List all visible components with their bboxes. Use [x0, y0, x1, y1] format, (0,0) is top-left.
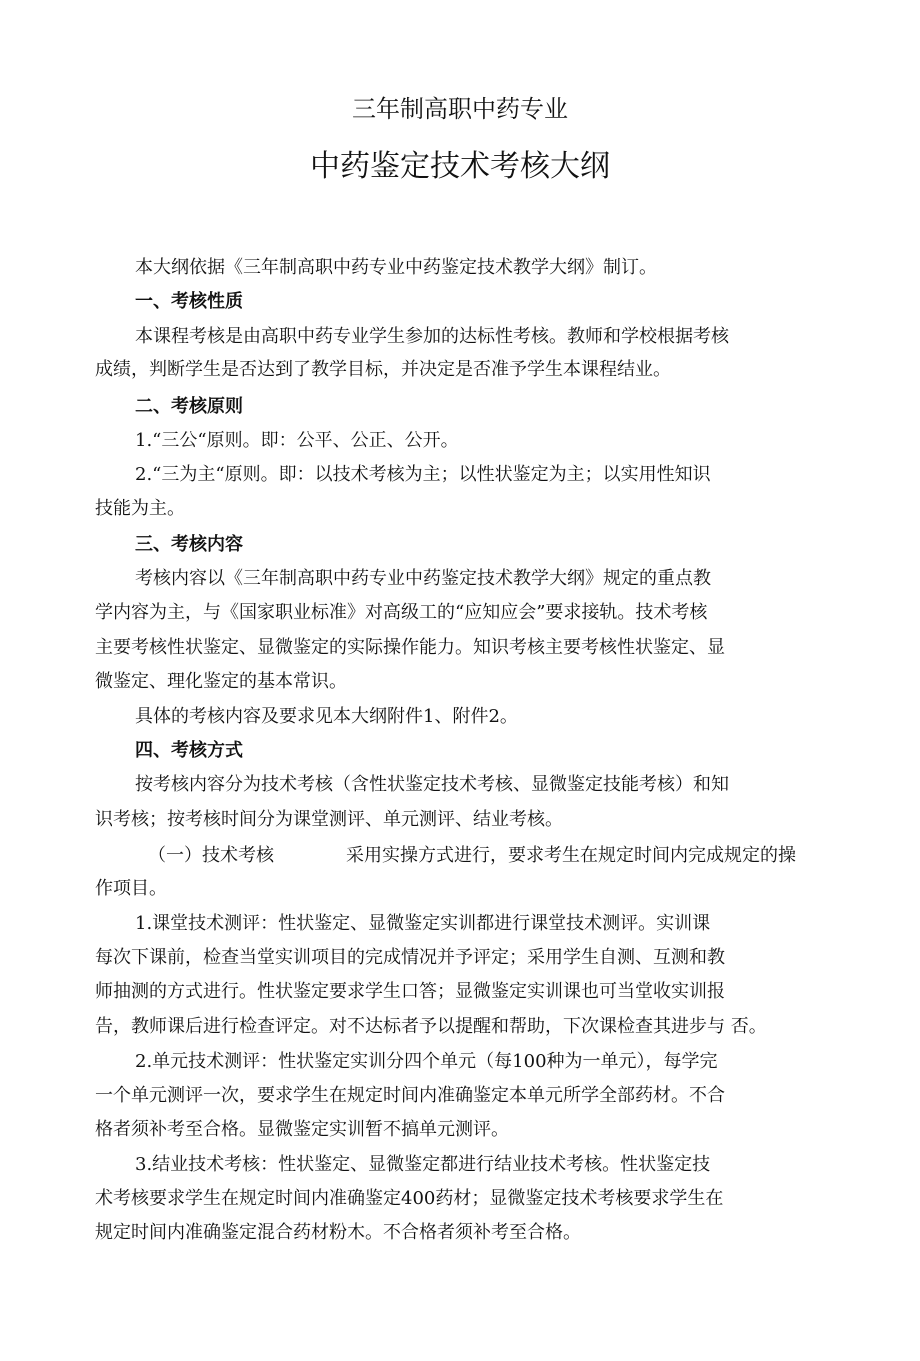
paragraph-line: 2.单元技术测评：性状鉴定实训分四个单元（每100种为一单元），每学完	[135, 1051, 718, 1072]
paragraph-line: 一个单元测评一次，要求学生在规定时间内准确鉴定本单元所学全部药材。不合	[95, 1085, 725, 1106]
paragraph-line: 具体的考核内容及要求见本大纲附件1、附件2。	[135, 706, 518, 727]
paragraph-line: 1.“三公“原则。即：公平、公正、公开。	[135, 430, 459, 451]
paragraph-line: 技能为主。	[95, 498, 185, 519]
paragraph-line: 师抽测的方式进行。性状鉴定要求学生口答；显微鉴定实训课也可当堂收实训报	[95, 981, 725, 1002]
paragraph-line: 规定时间内准确鉴定混合药材粉木。不合格者须补考至合格。	[95, 1222, 581, 1243]
section-heading-4: 四、考核方式	[135, 740, 243, 761]
paragraph-line: 2.“三为主“原则。即：以技术考核为主；以性状鉴定为主；以实用性知识	[135, 464, 711, 485]
paragraph-line: 按考核内容分为技术考核（含性状鉴定技术考核、显微鉴定技能考核）和知	[135, 774, 729, 795]
paragraph-line: 每次下课前，检查当堂实训项目的完成情况并予评定；采用学生自测、互测和教	[95, 947, 725, 968]
paragraph-line: 1.课堂技术测评：性状鉴定、显微鉴定实训都进行课堂技术测评。实训课	[135, 913, 711, 934]
document-title-line-2: 中药鉴定技术考核大纲	[310, 149, 610, 184]
paragraph-line: 学内容为主，与《国家职业标准》对高级工的“应知应会”要求接轨。技术考核	[95, 602, 708, 623]
paragraph-line: 识考核；按考核时间分为课堂测评、单元测评、结业考核。	[95, 809, 563, 830]
paragraph-line: 采用实操方式进行，要求考生在规定时间内完成规定的操	[346, 845, 796, 866]
paragraph-line: 术考核要求学生在规定时间内准确鉴定400药材；显微鉴定技术考核要求学生在	[95, 1188, 724, 1209]
paragraph-line: 成绩，判断学生是否达到了教学目标，并决定是否准予学生本课程结业。	[95, 359, 671, 380]
paragraph-line: 告，教师课后进行检查评定。对不达标者予以提醒和帮助，下次课检查其进步与 否。	[95, 1016, 767, 1037]
section-heading-1: 一、考核性质	[135, 291, 243, 312]
paragraph-line: 本课程考核是由高职中药专业学生参加的达标性考核。教师和学校根据考核	[135, 326, 729, 347]
paragraph-line: 3.结业技术考核：性状鉴定、显微鉴定都进行结业技术考核。性状鉴定技	[135, 1154, 711, 1175]
subsection-heading: （一）技术考核	[148, 845, 274, 866]
paragraph-line: 格者须补考至合格。显微鉴定实训暂不搞单元测评。	[95, 1119, 509, 1140]
paragraph-line: 作项目。	[95, 878, 167, 899]
paragraph-line: 考核内容以《三年制高职中药专业中药鉴定技术教学大纲》规定的重点教	[135, 568, 711, 589]
intro-paragraph: 本大纲依据《三年制高职中药专业中药鉴定技术教学大纲》制订。	[135, 257, 657, 278]
section-heading-2: 二、考核原则	[135, 396, 243, 417]
document-title-line-1: 三年制高职中药专业	[352, 95, 568, 123]
section-heading-3: 三、考核内容	[135, 534, 243, 555]
paragraph-line: 微鉴定、理化鉴定的基本常识。	[95, 671, 347, 692]
paragraph-line: 主要考核性状鉴定、显微鉴定的实际操作能力。知识考核主要考核性状鉴定、显	[95, 637, 725, 658]
